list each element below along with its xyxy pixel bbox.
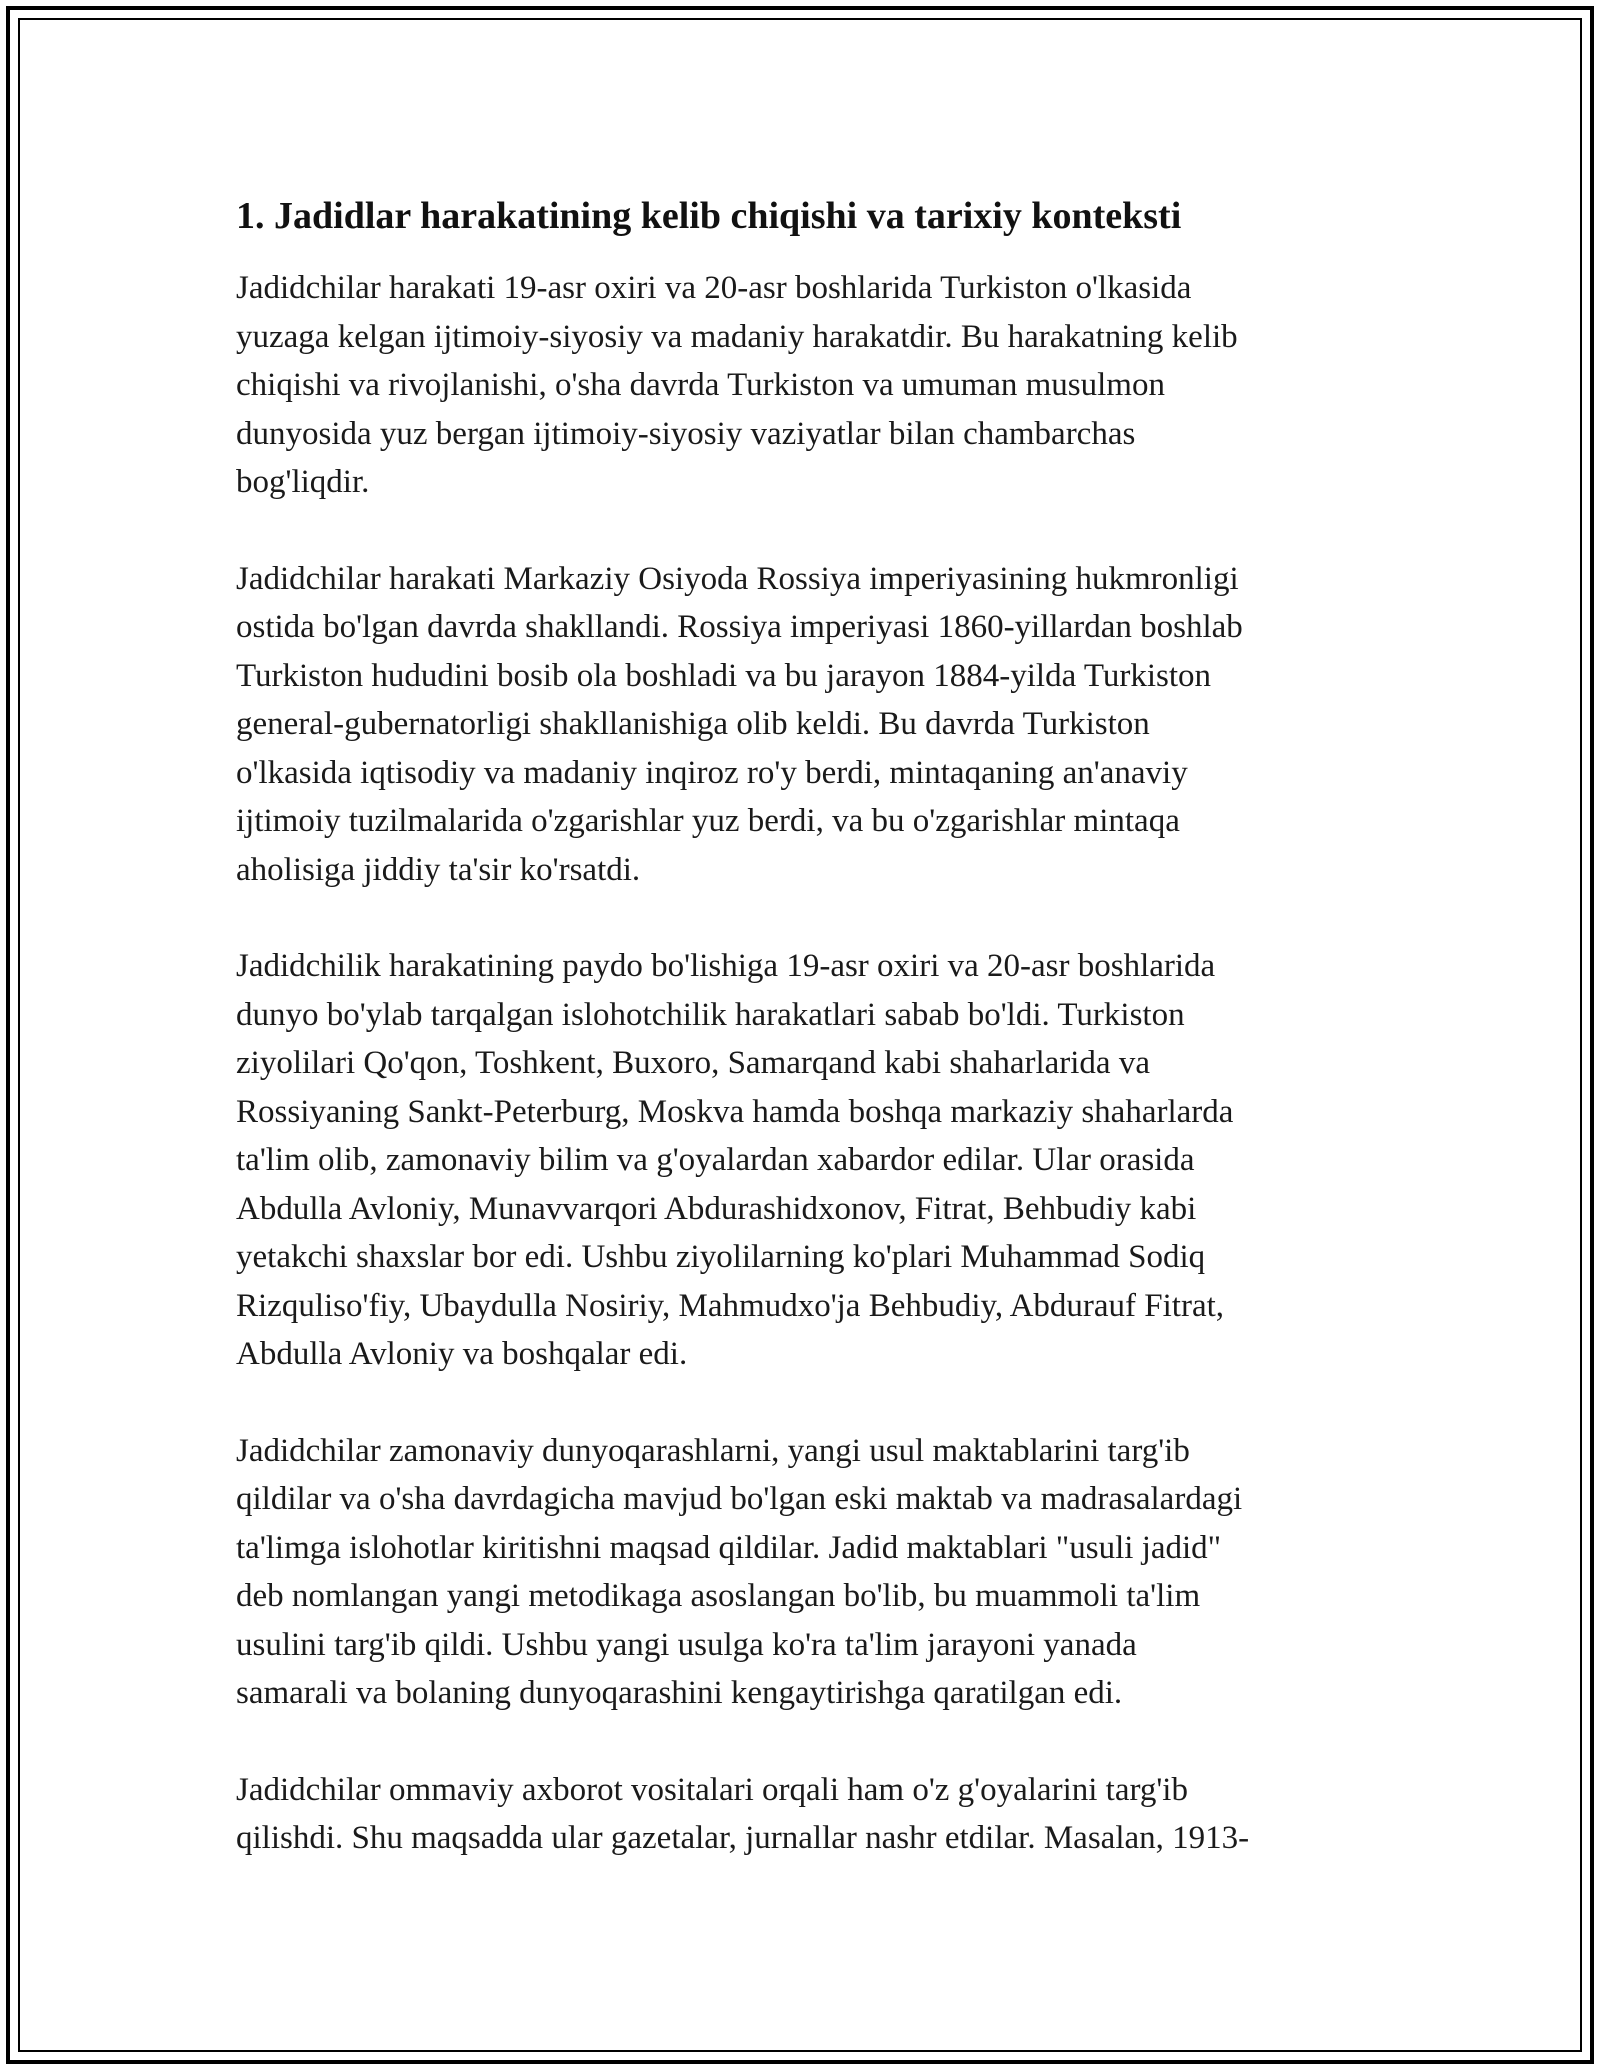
paragraph-4 xyxy=(236,1427,1366,1718)
paragraph-2 xyxy=(236,555,1366,895)
text-line: Jadidchilar zamonaviy dunyoqarashlarni, yangi usul maktablarini targ'ib xyxy=(236,1432,1190,1469)
text-line: Jadidchilar harakati 19-asr oxiri va 20-asr boshlarida Turkiston o'lkasida xyxy=(236,270,1192,306)
text-line: ta'limga islohotlar kiritishni maqsad qildilar. Jadid maktablari "usuli jadid" xyxy=(236,1529,1222,1566)
paragraph-5 xyxy=(236,1766,1366,1863)
text-line: Rizquliso'fiy, Ubaydulla Nosiriy, Mahmudxo'ja Behbudiy, Abdurauf Fitrat, xyxy=(236,1287,1225,1324)
text-line: general-gubernatorligi shakllanishiga olib keldi. Bu davrda Turkiston xyxy=(236,706,1150,742)
text-line: dunyosida yuz bergan ijtimoiy-siyosiy vaziyatlar bilan chambarchas xyxy=(236,415,1136,452)
text-line: chiqishi va rivojlanishi, o'sha davrda Turkiston va umuman musulmon xyxy=(236,367,1165,403)
text-line: o'lkasida iqtisodiy va madaniy inqiroz ro'y berdi, mintaqaning an'anaviy xyxy=(236,754,1188,791)
text-line: Jadidchilik harakatining paydo bo'lishiga 19-asr oxiri va 20-asr boshlarida xyxy=(236,948,1216,984)
text-line: deb nomlangan yangi metodikaga asoslangan bo'lib, bu muammoli ta'lim xyxy=(236,1578,1201,1614)
text-line: aholisiga jiddiy ta'sir ko'rsatdi. xyxy=(236,851,641,888)
text-line: bog'liqdir. xyxy=(236,464,370,500)
text-line: ijtimoiy tuzilmalarida o'zgarishlar yuz berdi, va bu o'zgarishlar mintaqa xyxy=(236,803,1180,839)
text-line: usulini targ'ib qildi. Ushbu yangi usulga ko'ra ta'lim jarayoni yanada xyxy=(236,1626,1137,1663)
text-line: Jadidchilar ommaviy axborot vositalari orqali ham o'z g'oyalarini targ'ib xyxy=(236,1771,1188,1808)
text-line: Jadidchilar harakati Markaziy Osiyoda Rossiya imperiyasining hukmronligi xyxy=(236,560,1239,597)
text-line: Abdulla Avloniy va boshqalar edi. xyxy=(236,1336,688,1372)
text-line: ta'lim olib, zamonaviy bilim va g'oyalardan xabardor edilar. Ular orasida xyxy=(236,1142,1195,1178)
text-line: yuzaga kelgan ijtimoiy-siyosiy va madaniy harakatdir. Bu harakatning kelib xyxy=(236,318,1238,355)
text-line: ostida bo'lgan davrda shakllandi. Rossiya imperiyasi 1860-yillardan boshlab xyxy=(236,609,1243,645)
text-line: samarali va bolaning dunyoqarashini kengaytirishga qaratilgan edi. xyxy=(236,1675,1123,1711)
text-line: dunyo bo'ylab tarqalgan islohotchilik harakatlari sabab bo'ldi. Turkiston xyxy=(236,996,1185,1033)
text-line: qildilar va o'sha davrdagicha mavjud bo'lgan eski maktab va madrasalardagi xyxy=(236,1481,1243,1517)
text-line: qilishdi. Shu maqsadda ular gazetalar, jurnallar nashr etdilar. Masalan, 1913- xyxy=(236,1820,1250,1856)
paragraph-3 xyxy=(236,942,1366,1379)
paragraph-1 xyxy=(236,264,1366,507)
text-line: Abdulla Avloniy, Munavvarqori Abdurashidxonov, Fitrat, Behbudiy kabi xyxy=(236,1190,1197,1227)
section-heading: 1. Jadidlar harakatining kelib chiqishi va tarixiy konteksti xyxy=(236,195,1182,237)
text-line: ziyolilari Qo'qon, Toshkent, Buxoro, Samarqand kabi shaharlarida va xyxy=(236,1045,1150,1081)
document-body xyxy=(236,188,1366,1911)
text-line: Turkiston hududini bosib ola boshladi va bu jarayon 1884-yilda Turkiston xyxy=(236,657,1212,694)
text-line: Rossiyaning Sankt-Peterburg, Moskva hamda boshqa markaziy shaharlarda xyxy=(236,1093,1234,1130)
text-line: yetakchi shaxslar bor edi. Ushbu ziyolilarning ko'plari Muhammad Sodiq xyxy=(236,1239,1206,1275)
